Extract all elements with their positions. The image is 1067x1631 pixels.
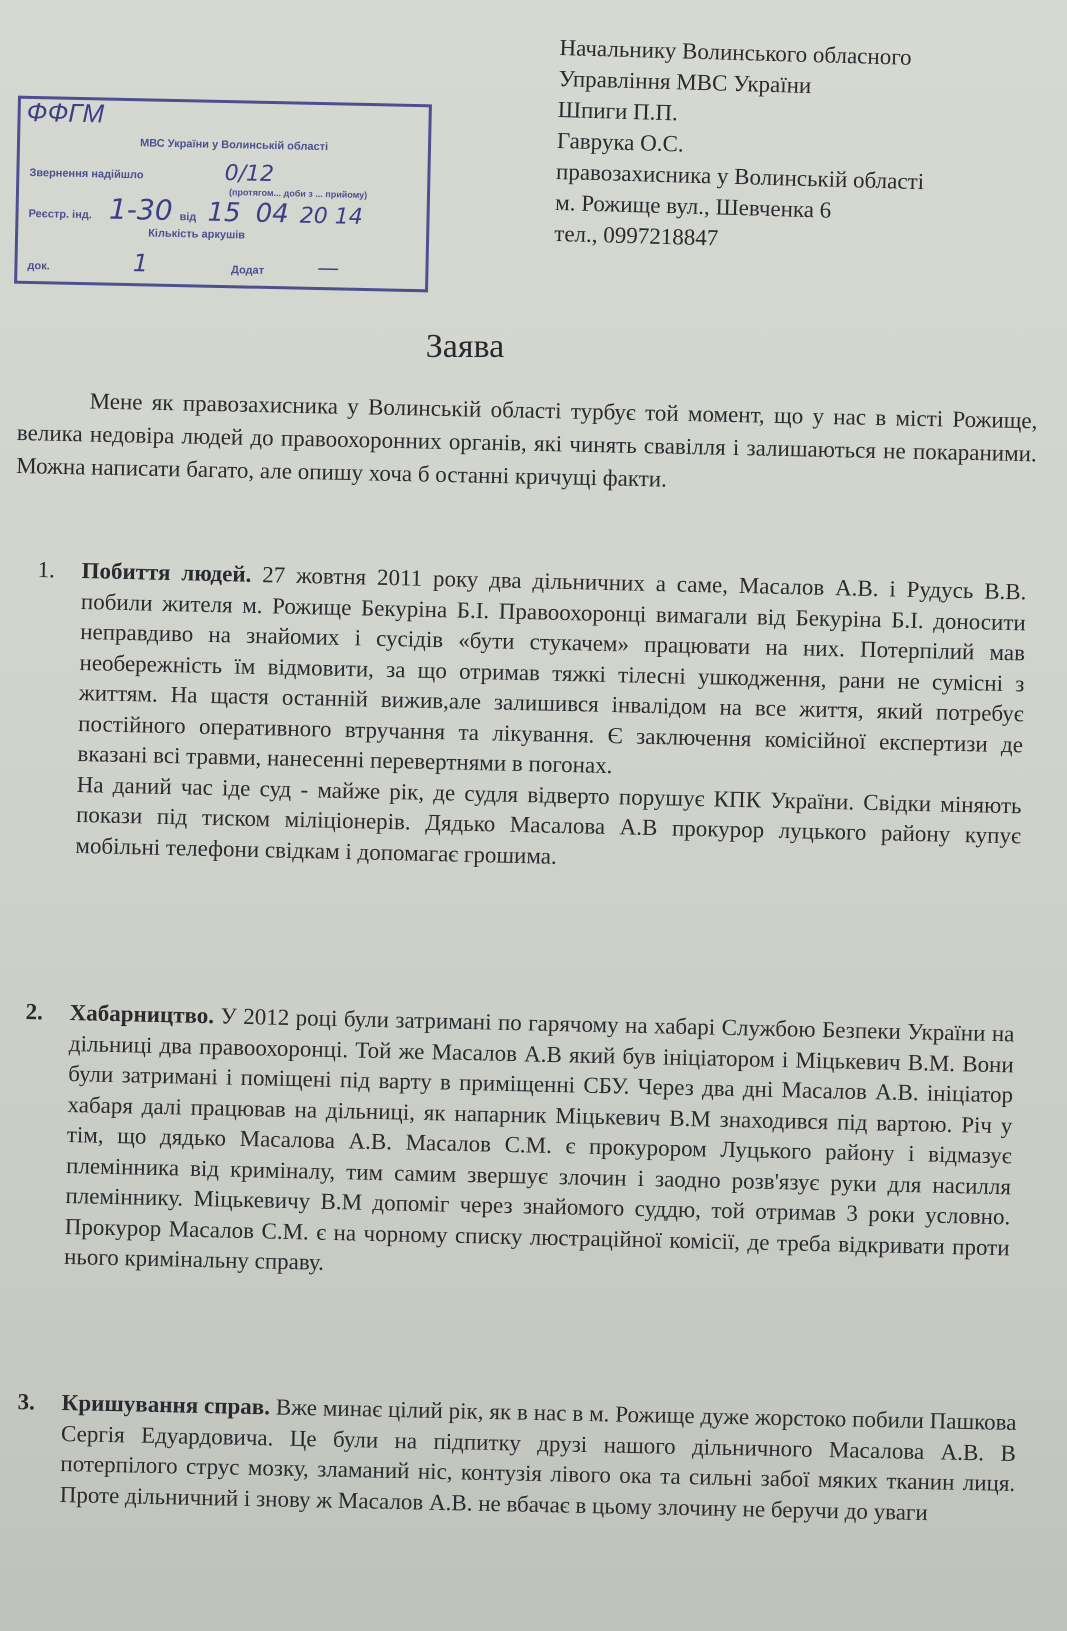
- item-text: Вже минає цілий рік, як в нас в м. Рожище дуже жорстоко побили Пашкова Сергія Едуардовича. Це були на підпитку друзі нашого дільничного Масалова А.В. В потерпілого струс мозку, зламаний ніс, контузія лівого ока та сильні забої мяких тканин лиця. Проте дільничний і знову ж Масалов А.В. не вбачає в цьому злочину не беручи до уваги: [59, 1394, 1017, 1525]
- addressee-line: правозахисника у Волинській області: [555, 158, 925, 195]
- stamp-note: (протягом... доби з ... прийому): [228, 187, 368, 201]
- intro-text: Мене як правозахисника у Волинській області турбує той момент, що у нас в місті Рожище, велика недовіра людей до правоохоронних органів, які чинять свавілля і залишаються не покараними. Можна написати багато, але опишу хоча б останні кричущі факти.: [16, 388, 1038, 492]
- stamp-label: від: [179, 211, 197, 224]
- item-text: 27 жовтня 2011 року два дільничних а саме, Масалов А.В. і Рудусь В.В. побили жителя м. Рожище Бекуріна Б.І. Правоохоронці вимагали від Бекуріна Б.І. доносити неправдиво на знайомих і сусідів «бути стукачем» працювати на них. Потерпілий мав необережність їм відмовити, за що отримав тяжкі тілесні ушкодження, рани не сумісні з життям. На щастя останній вижив,але залишився інвалідом на все життя, який потребує постійного оперативного втручання та лікування. Є заключення комісійної експертизи де вказані всі травми, нанесенні перевертнями в погонах.: [77, 561, 1027, 779]
- item-text: У 2012 році були затримані по гарячому на хабарі Службою Безпеки України на дільниці два правоохоронці. Той же Масалов А.В який був ініціатором і Міцькевич В.М. Вони були затримані і поміщені під варту в приміщенні СБУ. Через два дні Масалов А.В. ініціатор хабаря далі працював на дільниці, як напарник Міцькевич В.М знаходився під вартою. Річ у тім, що дядько Масалова А.В. Масалов С.М. є прокурором Луцького району і відмазує племінника від криміналу, тим самим звершує злочин і заодно розв'язує руки для насилля племіннику. Міцькевичу В.М допоміг через знайомого суддю, той отримав 3 роки условно. Прокурор Масалов С.М. є на чорному списку люстраційної комісії, де треба відкривати проти нього кримінальну справу.: [63, 1003, 1015, 1275]
- addressee-line: тел., 0997218847: [554, 220, 719, 251]
- stamp-line-3: [28, 191, 419, 232]
- stamp-handwritten-value: —: [316, 255, 340, 282]
- registration-stamp: [14, 96, 432, 293]
- item-heading: Хабарництво.: [69, 999, 215, 1029]
- stamp-handwritten-value: 1-30: [108, 192, 173, 227]
- item-heading: Кришування справ.: [61, 1389, 271, 1420]
- item-number: 1.: [37, 557, 56, 583]
- list-item: [37, 556, 1027, 882]
- stamp-label: Додат: [230, 264, 265, 277]
- stamp-label: док.: [27, 259, 50, 273]
- stamp-label: Звернення надійшло: [29, 166, 144, 182]
- list-item: [17, 1388, 1017, 1530]
- stamp-year: 20 14: [299, 203, 363, 230]
- addressee-line: Гаврука О.С.: [556, 127, 685, 157]
- item-number: 3.: [17, 1389, 36, 1415]
- addressee-line: м. Рожище вул., Шевченка 6: [554, 189, 832, 223]
- addressee-line: Начальнику Волинського обласного: [559, 34, 912, 70]
- item-number: 2.: [25, 999, 44, 1025]
- stamp-day: 15: [207, 197, 241, 229]
- stamp-line-1: МВС України у Волинській області: [139, 137, 329, 154]
- addressee-line: Управління МВС України: [558, 65, 812, 99]
- list-item: [25, 998, 1015, 1294]
- stamp-handwritten-value: 0/12: [224, 161, 275, 188]
- stamp-handwritten-value: 1: [132, 249, 149, 278]
- stamp-month: 04: [255, 198, 290, 230]
- stamp-line-5: [27, 247, 418, 283]
- intro-paragraph: [16, 383, 1038, 503]
- item-text-continued: На даний час іде суд - майже рік, де судля відверто порушує КПК України. Свідки міняють покази під тиском міліціонерів. Дядько Масалова А.В прокурор луцького району купує мобільні телефони свідкам і допомагає грошима.: [75, 771, 1022, 869]
- addressee-block: [554, 32, 1030, 262]
- stamp-line-4: Кількість аркушів: [148, 227, 246, 242]
- item-heading: Побиття людей.: [81, 557, 252, 587]
- addressee-line: Шпиги П.П.: [557, 96, 679, 126]
- stamp-scribble: ФФГМ: [26, 96, 105, 129]
- stamp-label: Реєстр. інд.: [28, 207, 92, 222]
- document-title: Заява: [425, 328, 505, 365]
- stamp-line-2: [29, 157, 419, 190]
